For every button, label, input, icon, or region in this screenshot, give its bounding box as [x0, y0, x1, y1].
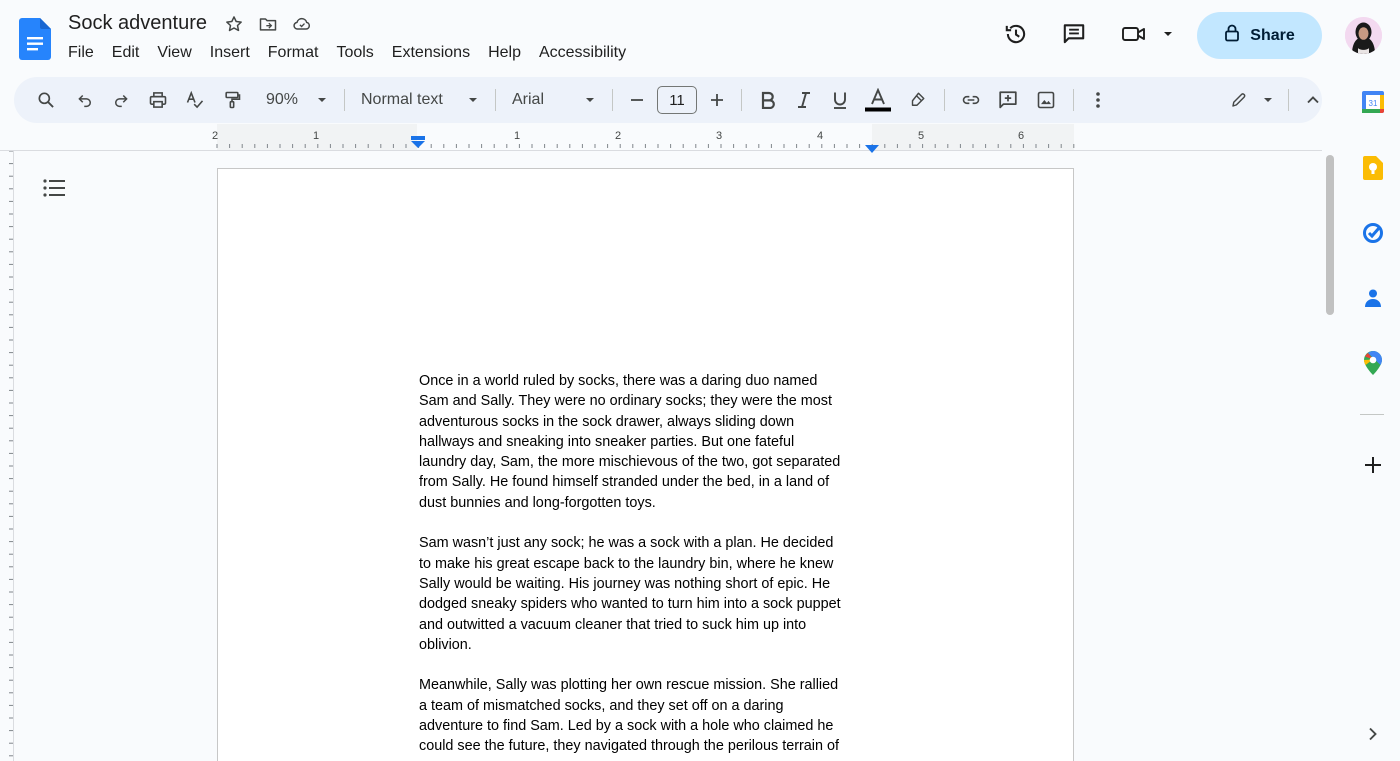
- menu-insert[interactable]: Insert: [209, 44, 250, 61]
- menu-file[interactable]: File: [68, 44, 94, 61]
- zoom-select[interactable]: [252, 84, 336, 116]
- chevron-down-icon: [467, 94, 479, 106]
- comments-button[interactable]: [1058, 20, 1090, 52]
- scrollbar-thumb[interactable]: [1326, 155, 1334, 315]
- toolbar-divider: [612, 89, 613, 111]
- cloud-saved-icon[interactable]: [291, 13, 313, 35]
- get-add-ons-button[interactable]: [1361, 455, 1385, 479]
- add-comment-button[interactable]: [989, 84, 1027, 116]
- chevron-down-icon: [316, 94, 328, 106]
- keep-icon[interactable]: [1361, 156, 1385, 180]
- decrease-font-size-button[interactable]: [621, 84, 653, 116]
- paragraph: Once in a world ruled by socks, there was a daring duo named Sam and Sally. They were no ordinary socks; they were the most adventurous socks in the sock drawer, always sliding down hallways and sneaking into sneaker parties. But one fateful laundry day, Sam, the more mischievous of the two, got separated from Sally. He found himself stranded under the bed, in a land of dust bunnies and long-forgotten toys.: [419, 373, 841, 511]
- add-comment-icon: [997, 89, 1019, 111]
- print-button[interactable]: [138, 84, 178, 116]
- font-value: Arial: [512, 91, 545, 108]
- right-indent-marker[interactable]: [865, 140, 879, 158]
- toolbar-divider: [1073, 89, 1074, 111]
- share-label: Share: [1250, 26, 1295, 44]
- paragraph: Meanwhile, Sally was plotting her own rescue mission. She rallied a team of mismatched socks, and they set off on a daring adventure to find Sam. Led by a sock with a hole who claimed he could see the future, they navigated through the perilous terrain of: [419, 677, 839, 755]
- comment-icon: [1061, 21, 1087, 52]
- text-color-icon: [865, 88, 891, 112]
- editing-mode-button[interactable]: [1224, 84, 1280, 116]
- redo-button[interactable]: [104, 84, 138, 116]
- link-icon: [960, 90, 982, 110]
- undo-icon: [76, 91, 94, 109]
- menu-format[interactable]: Format: [267, 44, 319, 61]
- show-side-panel-button[interactable]: [1361, 724, 1385, 748]
- underline-icon: [832, 91, 848, 109]
- insert-image-button[interactable]: [1027, 84, 1065, 116]
- more-vert-icon: [1095, 91, 1101, 109]
- document-body[interactable]: [419, 371, 879, 761]
- zoom-value: 90%: [266, 91, 299, 108]
- calendar-day: 31: [1368, 99, 1378, 108]
- chevron-down-icon: [584, 94, 596, 106]
- highlighter-icon: [908, 91, 926, 109]
- ruler-label: 3: [716, 130, 723, 142]
- paragraph-style-value: Normal text: [361, 91, 443, 108]
- ruler-label: 2: [212, 130, 219, 142]
- ruler-label: 4: [817, 130, 824, 142]
- title-row: [66, 12, 313, 35]
- bold-button[interactable]: [750, 84, 786, 116]
- plus-icon: [1364, 456, 1382, 479]
- highlight-color-button[interactable]: [898, 84, 936, 116]
- menu-extensions[interactable]: Extensions: [391, 44, 471, 61]
- history-icon: [1003, 21, 1029, 52]
- toolbar-divider: [944, 89, 945, 111]
- font-size-field[interactable]: [657, 84, 697, 116]
- hide-menus-button[interactable]: [1297, 84, 1329, 116]
- minus-icon: [629, 92, 645, 108]
- ruler-label: 1: [313, 130, 320, 142]
- avatar[interactable]: [1345, 17, 1382, 54]
- toolbar-divider: [495, 89, 496, 111]
- menu-accessibility[interactable]: Accessibility: [538, 44, 627, 61]
- vertical-ruler-ticks: [0, 151, 14, 761]
- document-page[interactable]: [217, 168, 1074, 761]
- side-panel-divider: [1360, 414, 1384, 415]
- pencil-icon: [1230, 91, 1248, 109]
- meet-button[interactable]: [1120, 20, 1174, 52]
- paint-format-button[interactable]: [212, 84, 252, 116]
- chevron-up-icon: [1305, 92, 1321, 108]
- more-options-button[interactable]: [1082, 84, 1114, 116]
- document-title[interactable]: Sock adventure: [68, 12, 207, 34]
- video-camera-icon: [1120, 22, 1148, 51]
- chevron-down-icon: [1162, 27, 1174, 45]
- toolbar: [14, 77, 1322, 123]
- bold-icon: [760, 91, 776, 109]
- redo-icon: [112, 91, 130, 109]
- vertical-ruler[interactable]: [0, 151, 14, 761]
- ruler-label: 1: [514, 130, 521, 142]
- menu-edit[interactable]: Edit: [111, 44, 140, 61]
- search-menus-button[interactable]: [30, 84, 62, 116]
- header: [0, 0, 1400, 76]
- italic-button[interactable]: [786, 84, 822, 116]
- horizontal-ruler[interactable]: [0, 124, 1322, 151]
- ruler-ticks: [0, 124, 1322, 151]
- spellcheck-icon: [185, 90, 205, 110]
- underline-button[interactable]: [822, 84, 858, 116]
- chevron-down-icon: [1262, 94, 1274, 106]
- font-select[interactable]: [504, 84, 604, 116]
- paragraph: Sam wasn’t just any sock; he was a sock with a plan. He decided to make his great escape back to the laundry bin, where he knew Sally would be waiting. His journey was nothing short of epic. He dodged sneaky spiders who wanted to turn him into a sock puppet and outwitted a vacuum cleaner that tried to suck him up into oblivion.: [419, 535, 841, 653]
- toolbar-divider: [741, 89, 742, 111]
- ruler-label: 2: [615, 130, 622, 142]
- chevron-right-icon: [1368, 727, 1378, 746]
- toolbar-divider: [1288, 89, 1289, 111]
- list-icon: [43, 179, 65, 202]
- docs-logo-icon[interactable]: [19, 18, 51, 60]
- paint-format-icon: [222, 90, 242, 110]
- document-outline-button[interactable]: [38, 174, 70, 206]
- text-color-button[interactable]: [858, 84, 898, 116]
- ruler-label: 5: [918, 130, 925, 142]
- toolbar-divider: [344, 89, 345, 111]
- undo-button[interactable]: [66, 84, 104, 116]
- search-icon: [36, 90, 56, 110]
- menu-help[interactable]: Help: [488, 44, 521, 61]
- ruler-label: 6: [1018, 130, 1025, 142]
- side-panel: [1344, 76, 1400, 761]
- calendar-icon[interactable]: [1361, 90, 1385, 114]
- vertical-scrollbar[interactable]: [1324, 155, 1336, 761]
- menu-tools[interactable]: Tools: [336, 44, 374, 61]
- lock-icon: [1224, 24, 1240, 47]
- share-button[interactable]: [1197, 12, 1322, 59]
- increase-font-size-button[interactable]: [701, 84, 733, 116]
- left-indent-marker[interactable]: [411, 135, 425, 153]
- maps-icon[interactable]: [1361, 351, 1385, 375]
- font-size-value: 11: [657, 86, 697, 114]
- star-icon[interactable]: [223, 13, 245, 35]
- menu-bar: [59, 43, 635, 63]
- tasks-icon[interactable]: [1361, 221, 1385, 245]
- plus-icon: [709, 92, 725, 108]
- move-folder-icon[interactable]: [257, 13, 279, 35]
- italic-icon: [796, 91, 812, 109]
- image-icon: [1036, 90, 1056, 110]
- paragraph-style-select[interactable]: [353, 84, 487, 116]
- insert-link-button[interactable]: [953, 84, 989, 116]
- version-history-button[interactable]: [1000, 20, 1032, 52]
- contacts-icon[interactable]: [1361, 286, 1385, 310]
- menu-view[interactable]: View: [157, 44, 192, 61]
- spellcheck-button[interactable]: [178, 84, 212, 116]
- print-icon: [148, 90, 168, 110]
